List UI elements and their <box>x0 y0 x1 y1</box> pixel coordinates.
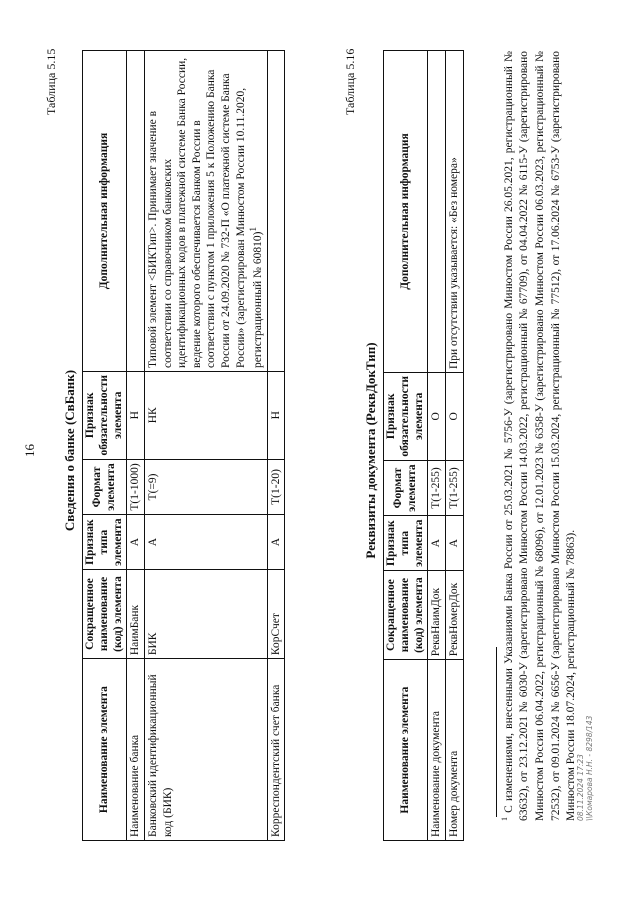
cell-info <box>127 51 145 372</box>
table1-header: Признак обязательности элемента <box>83 371 127 459</box>
table2-header: Формат элемента <box>384 460 428 516</box>
cell-format: T(=9) <box>144 459 267 515</box>
table2-header: Признак типа элемента <box>384 516 428 570</box>
table2-label: Таблица 5.16 <box>343 48 357 115</box>
cell-required: Н <box>267 371 285 459</box>
table1-header: Наименование элемента <box>83 659 127 841</box>
cell-format: T(1-20) <box>267 459 285 515</box>
page-number: 16 <box>22 444 37 457</box>
table1-header: Дополнительная информация <box>83 51 127 372</box>
cell-info <box>428 51 446 373</box>
cell-name: Банковский идентификационный код (БИК) <box>144 659 267 841</box>
table1-title: Сведения о банке (СвБанк) <box>62 369 77 532</box>
cell-code: КорСчет <box>267 569 285 658</box>
stamp-author: \\Комарова Н.Н. - 8298/143 <box>585 715 594 821</box>
footnote-ref: 1 <box>248 226 260 232</box>
table1 <box>82 50 285 841</box>
cell-required: НК <box>144 371 267 459</box>
table2-title: Реквизиты документа (РеквДокТип) <box>363 342 378 559</box>
cell-format: T(1-1000) <box>127 459 145 515</box>
cell-code: РеквНомерДок <box>445 570 463 659</box>
table2-header: Признак обязательности элемента <box>384 373 428 461</box>
cell-code: БИК <box>144 569 267 658</box>
cell-info <box>267 51 285 372</box>
table-row <box>267 51 285 841</box>
cell-type: А <box>267 515 285 569</box>
cell-type: А <box>445 516 463 570</box>
cell-name: Корреспондентский счет банка <box>267 659 285 841</box>
cell-info <box>144 51 267 372</box>
table1-header: Признак типа элемента <box>83 515 127 569</box>
cell-required: О <box>428 373 446 461</box>
table1-label: Таблица 5.15 <box>44 48 58 115</box>
cell-type: А <box>428 516 446 570</box>
table-row <box>127 51 145 841</box>
footnote-text: С изменениями, внесенными Указаниями Банка России от 25.03.2021 № 5756-У (зарегистрировано Минюстом России 26.05.2021, регистрационный № 63632), от 23.12.2021 № 6030-У (зарегистрировано Минюстом России 14.03.2022, регистрационный № 67709), от 04.04.2022 № 6115-У (зарегистрировано Минюстом России 06.04.2022, регистрационный № 68096), от 12.01.2023 № 6358-У (зарегистрировано Минюстом России 06.03.2023, регистрационный № 72532), от 09.01.2024 № 6656-У (зарегистрировано Минюстом России 15.03.2024, регистрационный № 77512), от 17.06.2024 № 6753-У (зарегистрировано Минюстом России 18.07.2024, регистрационный № 78863). <box>502 51 578 821</box>
table2-header: Наименование элемента <box>384 660 428 841</box>
footnote-separator <box>496 647 497 817</box>
cell-name: Наименование документа <box>428 660 446 841</box>
cell-code: РеквНаимДок <box>428 570 446 659</box>
info-text: Типовой элемент <БИКТип>. Принимает значение в соответствии со справочником банковских идентификационных кодов в платежной системе Банка России, ведение которого обеспечивается Банком России в соответствии с пунктом 1 приложения 5 к Положению Банка России от 24.09.2020 № 732-П «О платежной системе Банка России» (зарегистрирован Минюстом России 10.11.2020, регистрационный № 60810) <box>146 57 264 368</box>
table-row <box>428 51 446 841</box>
cell-type: А <box>144 515 267 569</box>
cell-format: T(1-255) <box>428 460 446 516</box>
footnote-marker: 1 <box>500 817 509 821</box>
cell-required: Н <box>127 371 145 459</box>
cell-type: А <box>127 515 145 569</box>
cell-format: T(1-255) <box>445 460 463 516</box>
cell-name: Номер документа <box>445 660 463 841</box>
table1-header-row <box>83 51 127 841</box>
table2 <box>383 50 464 841</box>
cell-info: При отсутствии указывается: «Без номера» <box>445 51 463 373</box>
table2-header: Дополнительная информация <box>384 51 428 373</box>
table-row <box>144 51 267 841</box>
cell-required: О <box>445 373 463 461</box>
footnote <box>500 51 580 821</box>
cell-name: Наименование банка <box>127 659 145 841</box>
table1-header: Формат элемента <box>83 459 127 515</box>
cell-code: НаимБанк <box>127 569 145 658</box>
table2-header: Сокращенное наименование (код) элемента <box>384 570 428 659</box>
table2-header-row <box>384 51 428 841</box>
table-row <box>445 51 463 841</box>
table1-header: Сокращенное наименование (код) элемента <box>83 569 127 658</box>
registration-stamp <box>576 716 594 821</box>
stamp-date: 08.11.2024 17:23 <box>576 754 585 821</box>
